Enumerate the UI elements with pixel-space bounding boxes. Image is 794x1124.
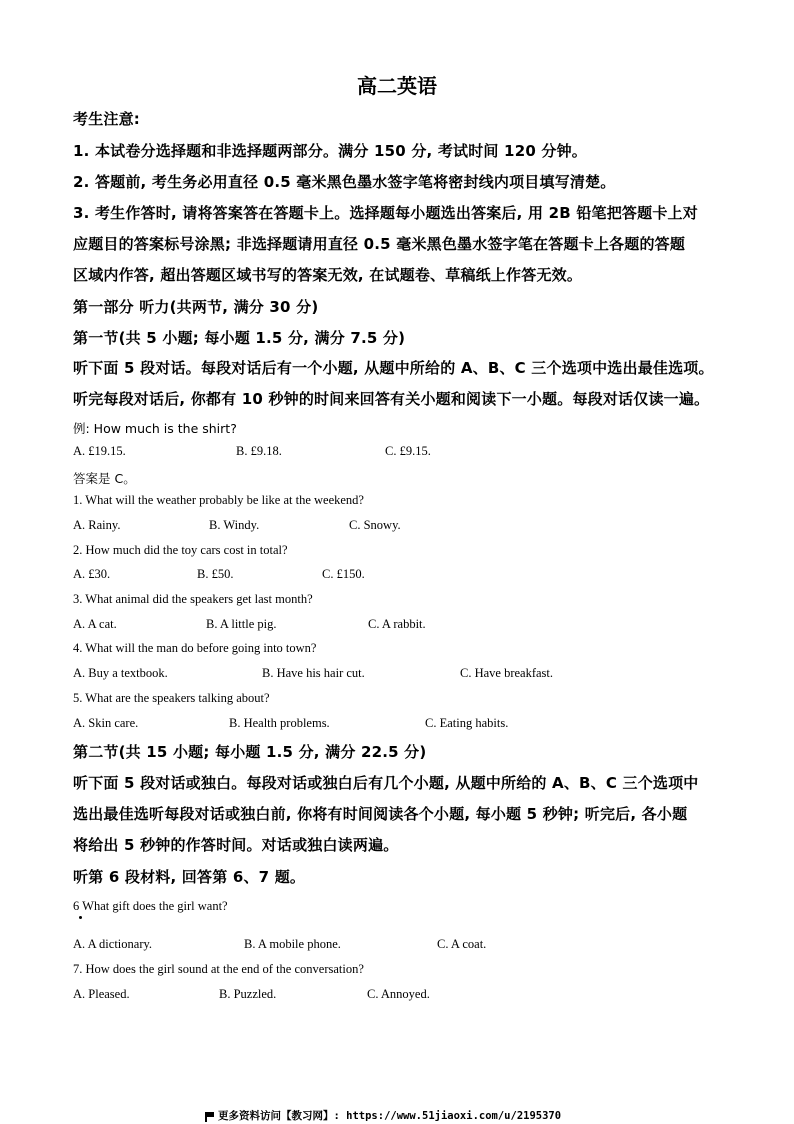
section1-heading: 第一节(共 5 小题; 每小题 1.5 分, 满分 7.5 分) xyxy=(73,329,406,347)
q7-option-c: C. Annoyed. xyxy=(367,987,430,1001)
q3-option-c: C. A rabbit. xyxy=(368,617,426,631)
question-4: 4. What will the man do before going into town? xyxy=(73,641,317,655)
material-6-heading: 听第 6 段材料, 回答第 6、7 题。 xyxy=(73,868,306,886)
section2-heading: 第二节(共 15 小题; 每小题 1.5 分, 满分 22.5 分) xyxy=(73,743,427,761)
part1-heading: 第一部分 听力(共两节, 满分 30 分) xyxy=(73,298,319,316)
notice-line-3c: 区域内作答, 超出答题区域书写的答案无效, 在试题卷、草稿纸上作答无效。 xyxy=(73,266,583,284)
q4-option-a: A. Buy a textbook. xyxy=(73,666,168,680)
q3-option-a: A. A cat. xyxy=(73,617,117,631)
q5-option-c: C. Eating habits. xyxy=(425,716,509,730)
question-3: 3. What animal did the speakers get last month? xyxy=(73,592,313,606)
q2-option-b: B. £50. xyxy=(197,567,234,581)
q6-option-c: C. A coat. xyxy=(437,937,487,951)
section2-instruction-1: 听下面 5 段对话或独白。每段对话或独白后有几个小题, 从题中所给的 A、B、C 三个选项中 xyxy=(73,774,699,792)
question-7: 7. How does the girl sound at the end of the conversation? xyxy=(73,962,364,976)
footer-link[interactable] xyxy=(205,1108,561,1123)
example-answer: 答案是 C。 xyxy=(73,471,136,486)
q7-option-a: A. Pleased. xyxy=(73,987,130,1001)
notice-line-3b: 应题目的答案标号涂黑; 非选择题请用直径 0.5 毫米黑色墨水签字笔在答题卡上各题的答题 xyxy=(73,235,686,253)
page-title: 高二英语 xyxy=(357,74,437,98)
q1-option-a: A. Rainy. xyxy=(73,518,121,532)
q4-option-b: B. Have his hair cut. xyxy=(262,666,365,680)
q6-option-a: A. A dictionary. xyxy=(73,937,153,951)
q1-option-c: C. Snowy. xyxy=(349,518,401,532)
notice-heading: 考生注意: xyxy=(73,110,140,128)
question-1: 1. What will the weather probably be like at the weekend? xyxy=(73,493,364,507)
section2-instruction-2: 选出最佳选听每段对话或独白前, 你将有时间阅读各个小题, 每小题 5 秒钟; 听完后, 各小题 xyxy=(73,805,688,823)
q2-option-a: A. £30. xyxy=(73,567,111,581)
stray-dot-mark xyxy=(79,916,82,919)
example-option-c: C. £9.15. xyxy=(385,444,431,458)
flag-icon xyxy=(205,1112,214,1121)
q5-option-b: B. Health problems. xyxy=(229,716,330,730)
notice-line-2: 2. 答题前, 考生务必用直径 0.5 毫米黑色墨水签字笔将密封线内项目填写清楚。 xyxy=(73,173,616,191)
q1-option-b: B. Windy. xyxy=(209,518,260,532)
q3-option-b: B. A little pig. xyxy=(206,617,277,631)
question-6: 6 What gift does the girl want? xyxy=(73,899,228,913)
q4-option-c: C. Have breakfast. xyxy=(460,666,554,680)
section1-instruction-1: 听下面 5 段对话。每段对话后有一个小题, 从题中所给的 A、B、C 三个选项中选出最佳选项。 xyxy=(73,359,714,377)
notice-line-3a: 3. 考生作答时, 请将答案答在答题卡上。选择题每小题选出答案后, 用 2B 铅笔把答题卡上对 xyxy=(73,204,698,222)
notice-line-1: 1. 本试卷分选择题和非选择题两部分。满分 150 分, 考试时间 120 分钟。 xyxy=(73,142,587,160)
footer-text[interactable]: 更多资料访问【教习网】: https://www.51jiaoxi.com/u/2195370 xyxy=(218,1110,562,1122)
example-option-a: A. £19.15. xyxy=(73,444,126,458)
q6-option-b: B. A mobile phone. xyxy=(244,937,341,951)
q5-option-a: A. Skin care. xyxy=(73,716,139,730)
question-2: 2. How much did the toy cars cost in total? xyxy=(73,543,288,557)
section1-instruction-2: 听完每段对话后, 你都有 10 秒钟的时间来回答有关小题和阅读下一小题。每段对话仅读一遍。 xyxy=(73,390,710,408)
q2-option-c: C. £150. xyxy=(322,567,365,581)
example-question: 例: How much is the shirt? xyxy=(73,421,237,436)
section2-instruction-3: 将给出 5 秒钟的作答时间。对话或独白读两遍。 xyxy=(73,836,399,854)
q7-option-b: B. Puzzled. xyxy=(219,987,277,1001)
example-option-b: B. £9.18. xyxy=(236,444,282,458)
question-5: 5. What are the speakers talking about? xyxy=(73,691,270,705)
